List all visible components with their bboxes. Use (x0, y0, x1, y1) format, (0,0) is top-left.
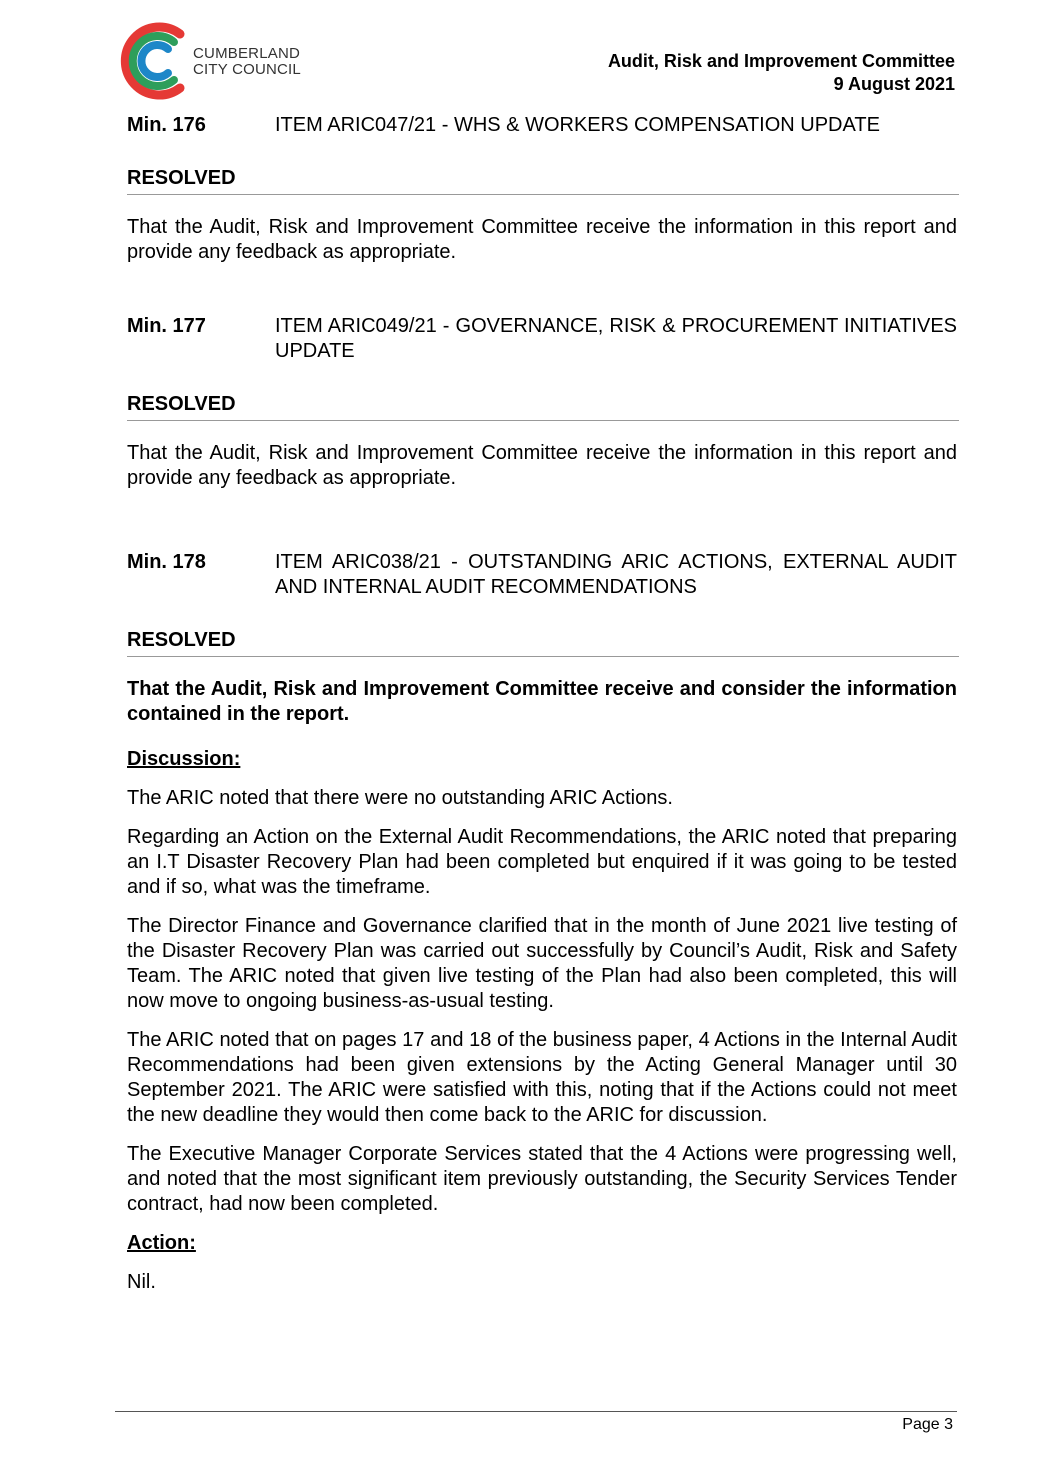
page-number: Page 3 (902, 1416, 953, 1433)
logo-wordmark (193, 46, 301, 78)
resolution-text: That the Audit, Risk and Improvement Committee receive and consider the information contained in the report. (127, 678, 957, 725)
resolved-heading: RESOLVED (127, 166, 959, 195)
minutes-content (127, 113, 957, 1295)
logo-line2: CITY COUNCIL (193, 61, 301, 78)
discussion-paragraph: The ARIC noted that on pages 17 and 18 of the business paper, 4 Actions in the Internal Audit Recommendations had been given extensions by the Acting General Manager until 30 September 2021. The ARIC were satisfied with this, noting that if the Actions could not meet the new deadline they would then come back to the ARIC for discussion. (127, 1029, 957, 1126)
minute-number: Min. 178 (127, 551, 206, 573)
discussion-paragraph: The ARIC noted that there were no outstanding ARIC Actions. (127, 787, 673, 809)
resolution-text: That the Audit, Risk and Improvement Committee receive the information in this report and provide any feedback as appropriate. (127, 216, 957, 263)
minute-title: ITEM ARIC049/21 - GOVERNANCE, RISK & PROCUREMENT INITIATIVES UPDATE (275, 315, 957, 362)
footer-divider (115, 1411, 957, 1412)
committee-name: Audit, Risk and Improvement Committee (607, 51, 955, 71)
resolved-heading: RESOLVED (127, 392, 959, 421)
logo-line1: CUMBERLAND (193, 45, 301, 62)
council-logo (118, 20, 318, 104)
resolved-heading: RESOLVED (127, 628, 959, 657)
minute-title: ITEM ARIC047/21 - WHS & WORKERS COMPENSATION UPDATE (275, 114, 880, 136)
minute-number: Min. 176 (127, 114, 206, 136)
resolution-text: That the Audit, Risk and Improvement Committee receive the information in this report and provide any feedback as appropriate. (127, 442, 957, 489)
minute-heading (127, 314, 957, 364)
running-header (608, 50, 955, 96)
discussion-paragraph: The Executive Manager Corporate Services stated that the 4 Actions were progressing well, and noted that the most significant item previously outstanding, the Security Services Tender contract, had now been completed. (127, 1143, 957, 1215)
minute-title: ITEM ARIC038/21 - OUTSTANDING ARIC ACTIONS, EXTERNAL AUDIT AND INTERNAL AUDIT RECOMMENDATIONS (275, 551, 957, 598)
council-logo-icon (118, 20, 190, 102)
discussion-paragraph: The Director Finance and Governance clarified that in the month of June 2021 live testing of the Disaster Recovery Plan was carried out successfully by Council’s Audit, Risk and Safety Team. The ARIC noted that given live testing of the Plan had also been completed, this will now move to ongoing business-as-usual testing. (127, 915, 957, 1012)
action-text: Nil. (127, 1271, 156, 1293)
minute-heading (127, 113, 957, 138)
minute-number: Min. 177 (127, 315, 206, 337)
minute-heading (127, 550, 957, 600)
discussion-paragraph: Regarding an Action on the External Audit Recommendations, the ARIC noted that preparing an I.T Disaster Recovery Plan had been completed but enquired if it was going to be tested and if so, what was the timeframe. (127, 826, 957, 898)
meeting-date: 9 August 2021 (833, 74, 955, 94)
discussion-heading: Discussion: (127, 748, 241, 770)
action-heading: Action: (127, 1232, 196, 1254)
